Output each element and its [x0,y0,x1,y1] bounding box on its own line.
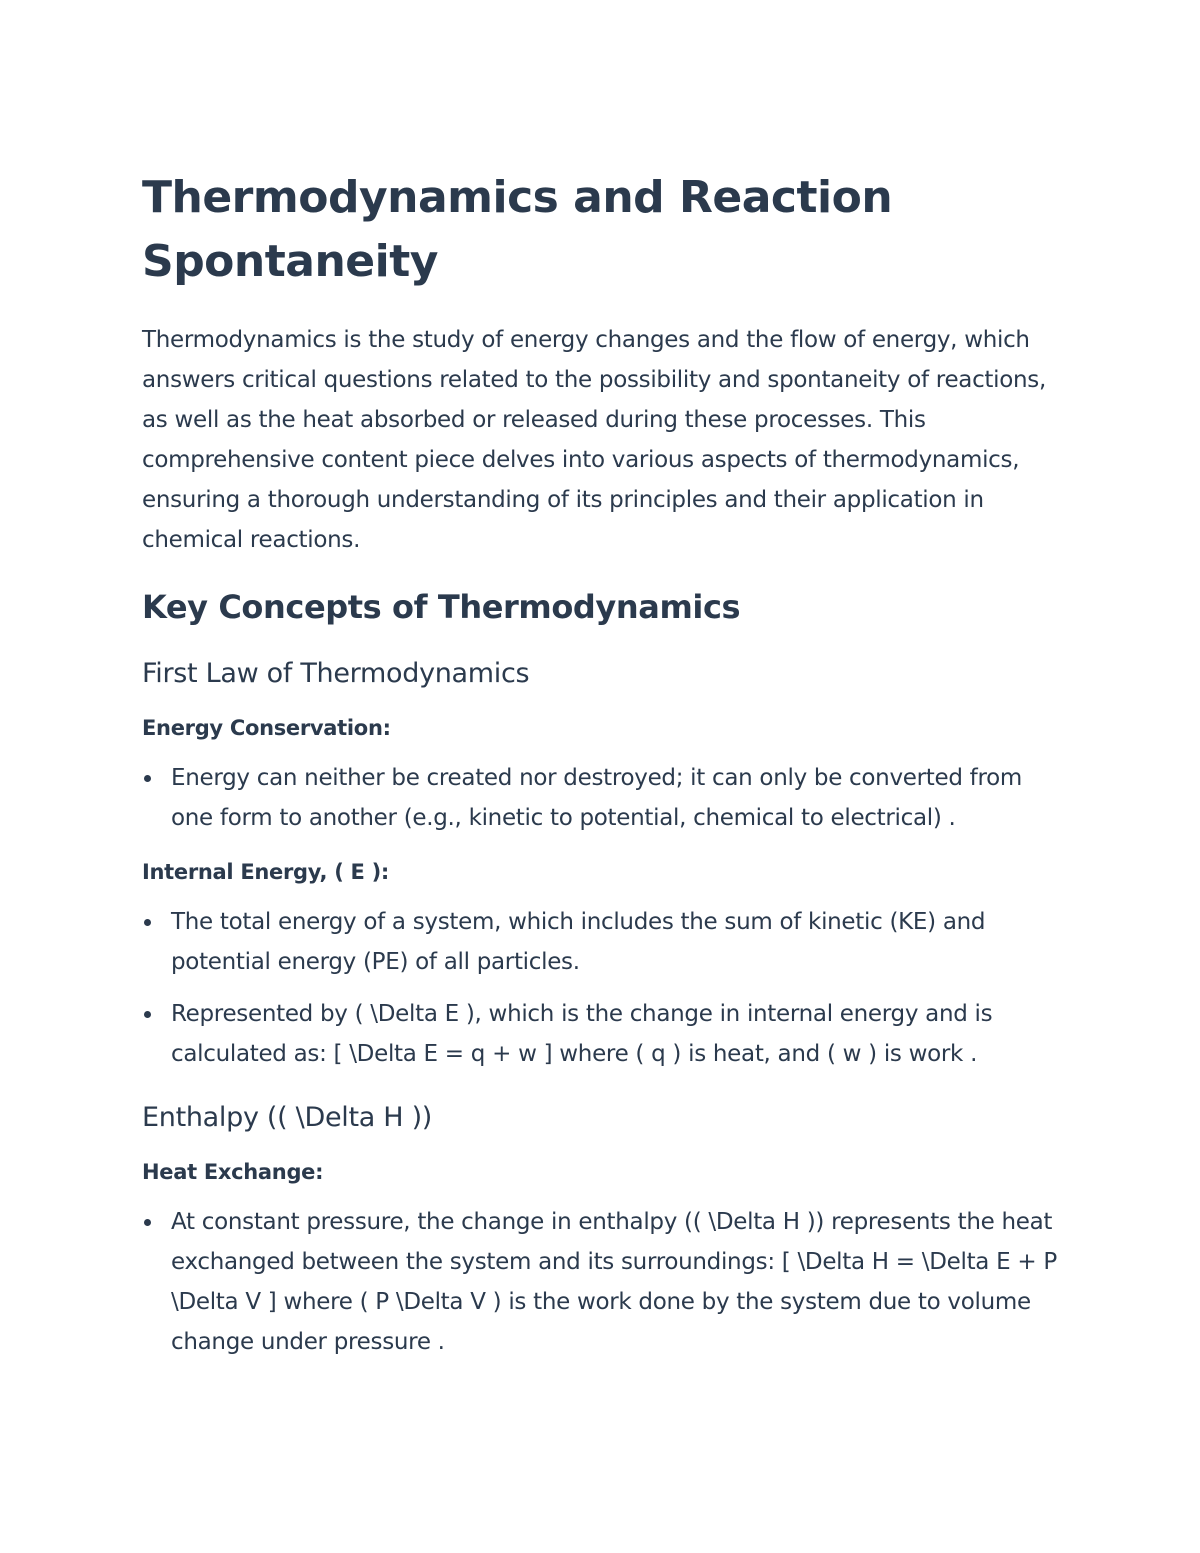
energy-conservation-list [142,758,1062,838]
list-item-text: At constant pressure, the change in enthalpy (( \Delta H )) represents the heat exchanged between the system and its surroundings: [ \Delta H = \Delta E + P \Delta V ] where ( P \Delta V ) is the work done by the system due to volume change under pressure . [171,1209,1057,1355]
bullet-icon [144,1011,151,1018]
list-item [142,994,1062,1074]
internal-energy-list [142,902,1062,1074]
page-title: Thermodynamics and Reaction Spontaneity [142,172,893,287]
list-item [142,902,1062,982]
list-item-text: Energy can neither be created nor destroyed; it can only be converted from one form to another (e.g., kinetic to potential, chemical to electrical) . [171,765,1022,831]
intro-paragraph: Thermodynamics is the study of energy changes and the flow of energy, which answers critical questions related to the possibility and spontaneity of reactions, as well as the heat absorbed or released during these processes. This comprehensive content piece delves into various aspects of thermodynamics, ensuring a thorough understanding of its principles and their application in chemical reactions. [142,327,1046,553]
label-internal-energy: Internal Energy, ( E ): [142,860,389,884]
list-item [142,1202,1062,1362]
bullet-icon [144,775,151,782]
list-item [142,758,1062,838]
list-item-text: The total energy of a system, which includes the sum of kinetic (KE) and potential energy (PE) of all particles. [171,909,986,975]
bullet-icon [144,919,151,926]
bullet-icon [144,1219,151,1226]
label-energy-conservation: Energy Conservation: [142,716,391,740]
heat-exchange-list [142,1202,1062,1362]
subsection-heading-first-law: First Law of Thermodynamics [142,658,530,689]
label-heat-exchange: Heat Exchange: [142,1160,324,1184]
document-page [142,166,1062,1362]
list-item-text: Represented by ( \Delta E ), which is the change in internal energy and is calculated as: [ \Delta E = q + w ] where ( q ) is heat, and ( w ) is work . [171,1001,993,1067]
subsection-heading-enthalpy: Enthalpy (( \Delta H )) [142,1102,433,1133]
section-heading-key-concepts: Key Concepts of Thermodynamics [142,588,741,626]
